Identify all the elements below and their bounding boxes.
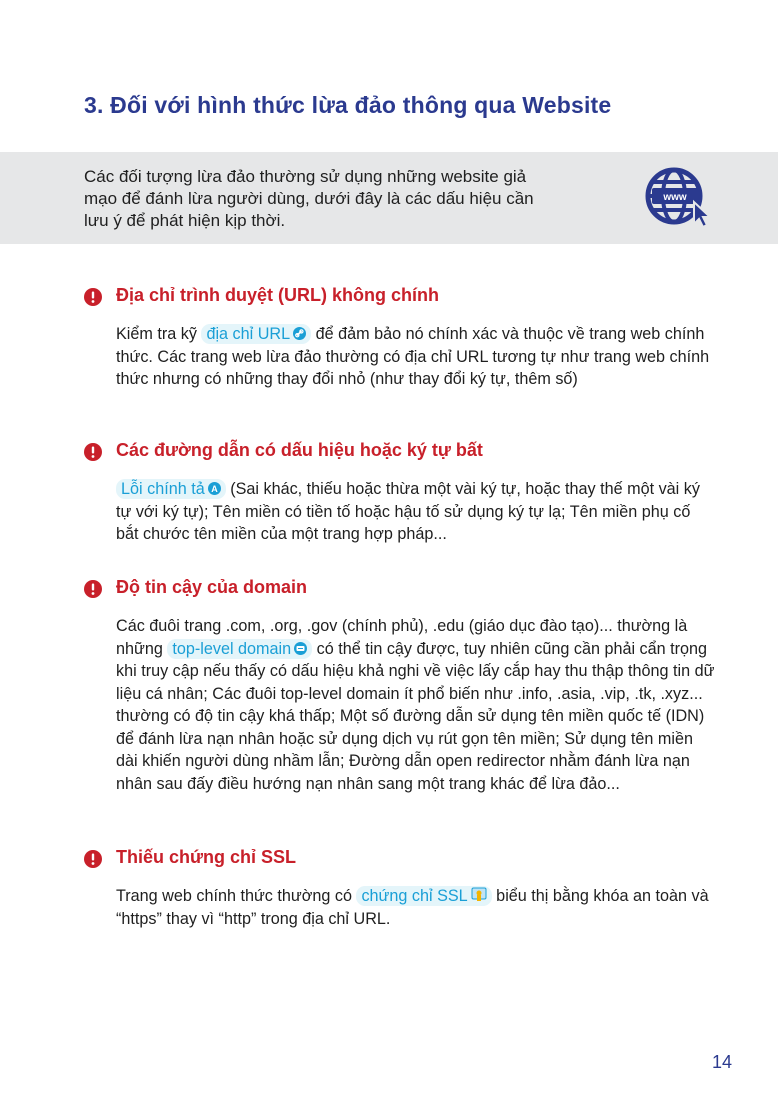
section-domain-trust: [84, 577, 724, 795]
svg-text:A: A: [210, 484, 218, 494]
section-heading: 3. Đối với hình thức lừa đảo thông qua Website: [84, 92, 612, 118]
section-title: Độ tin cậy của domain: [116, 577, 308, 597]
body-text: có thể tin cậy được, tuy nhiên cũng cần phải cẩn trọng khi truy cập nếu thấy có dấu hiệu khả nghi về việc lấy cắp hay thu thập thông tin dữ liệu cá nhân; Các đuôi top-level domain ít phổ biến như .info, .asia, .vip, .tk, .xyz... thường có độ tin cậy khá thấp; Một số đường dẫn sử dụng tên miền quốc tế (IDN) để đánh lừa nạn nhân hoặc sử dụng dịch vụ rút gọn tên miền; Sử dụng tên miền dài khiến người dùng nhầm lẫn; Đường dẫn open redirector nhằm đánh lừa nạn nhân sau đấy điều hướng nạn nhân sang một trang khác để lừa đảo...: [116, 639, 715, 793]
section-body: [116, 885, 716, 930]
section-title: Thiếu chứng chỉ SSL: [116, 847, 297, 867]
section-body: [116, 323, 716, 391]
section-title: Các đường dẫn có dấu hiệu hoặc ký tự bất: [116, 440, 483, 460]
section-body: [116, 478, 716, 546]
section-ssl: [84, 847, 724, 930]
intro-line: mạo để đánh lừa người dùng, dưới đây là các dấu hiệu cần: [84, 189, 534, 208]
body-text: (Sai khác, thiếu hoặc thừa một vài ký tự, hoặc thay thế một vài ký tự với ký tự); Tên miền có tiền tố hoặc hậu tố sử dụng ký tự lạ; Tên miền phụ cố bắt chước tên miền của một trang hợp pháp...: [116, 480, 700, 543]
intro-text: [84, 166, 629, 232]
section-body: [116, 615, 716, 795]
link-icon: [293, 327, 306, 340]
a-letter-icon: [208, 482, 221, 495]
intro-line: Các đối tượng lừa đảo thường sử dụng những website giả: [84, 167, 527, 186]
section-title: Địa chỉ trình duyệt (URL) không chính: [116, 285, 439, 305]
spelling-chip[interactable]: [116, 479, 226, 499]
page-number: 14: [712, 1052, 733, 1072]
exclamation-circle-icon: [84, 288, 102, 306]
chip-label: Lỗi chính tả: [121, 480, 205, 498]
section-url: [84, 285, 724, 391]
url-chip[interactable]: [201, 324, 311, 344]
body-text: biểu thị bằng khóa an toàn và “https” thay vì “http” trong địa chỉ URL.: [116, 887, 709, 928]
chip-label: top-level domain: [172, 639, 292, 658]
intro-line: lưu ý để phát hiện kịp thời.: [84, 211, 286, 230]
body-text: Các đuôi trang .com, .org, .gov (chính phủ), .edu (giáo dục đào tạo)... thường là những: [116, 617, 688, 658]
globe-www-cursor-icon: [644, 166, 716, 228]
exclamation-circle-icon: [84, 580, 102, 598]
chip-label: chứng chỉ SSL: [361, 887, 468, 905]
domain-icon: [294, 642, 307, 655]
body-text: để đảm bảo nó chính xác và thuộc về trang web chính thức. Các trang web lừa đảo thường có địa chỉ URL tương tự như trang web chính thức nhưng có những thay đổi nhỏ (như thay đổi ký tự, thêm số): [116, 325, 710, 388]
section-link-signs: [84, 440, 724, 546]
domain-chip[interactable]: [167, 639, 312, 659]
ssl-chip[interactable]: [356, 886, 491, 906]
body-text: Kiểm tra kỹ: [116, 325, 202, 343]
chip-label: địa chỉ URL: [206, 325, 291, 343]
body-text: Trang web chính thức thường có: [116, 887, 357, 905]
exclamation-circle-icon: [84, 443, 102, 461]
certificate-icon: [471, 887, 487, 902]
exclamation-circle-icon: [84, 850, 102, 868]
svg-text:www: www: [663, 192, 687, 203]
